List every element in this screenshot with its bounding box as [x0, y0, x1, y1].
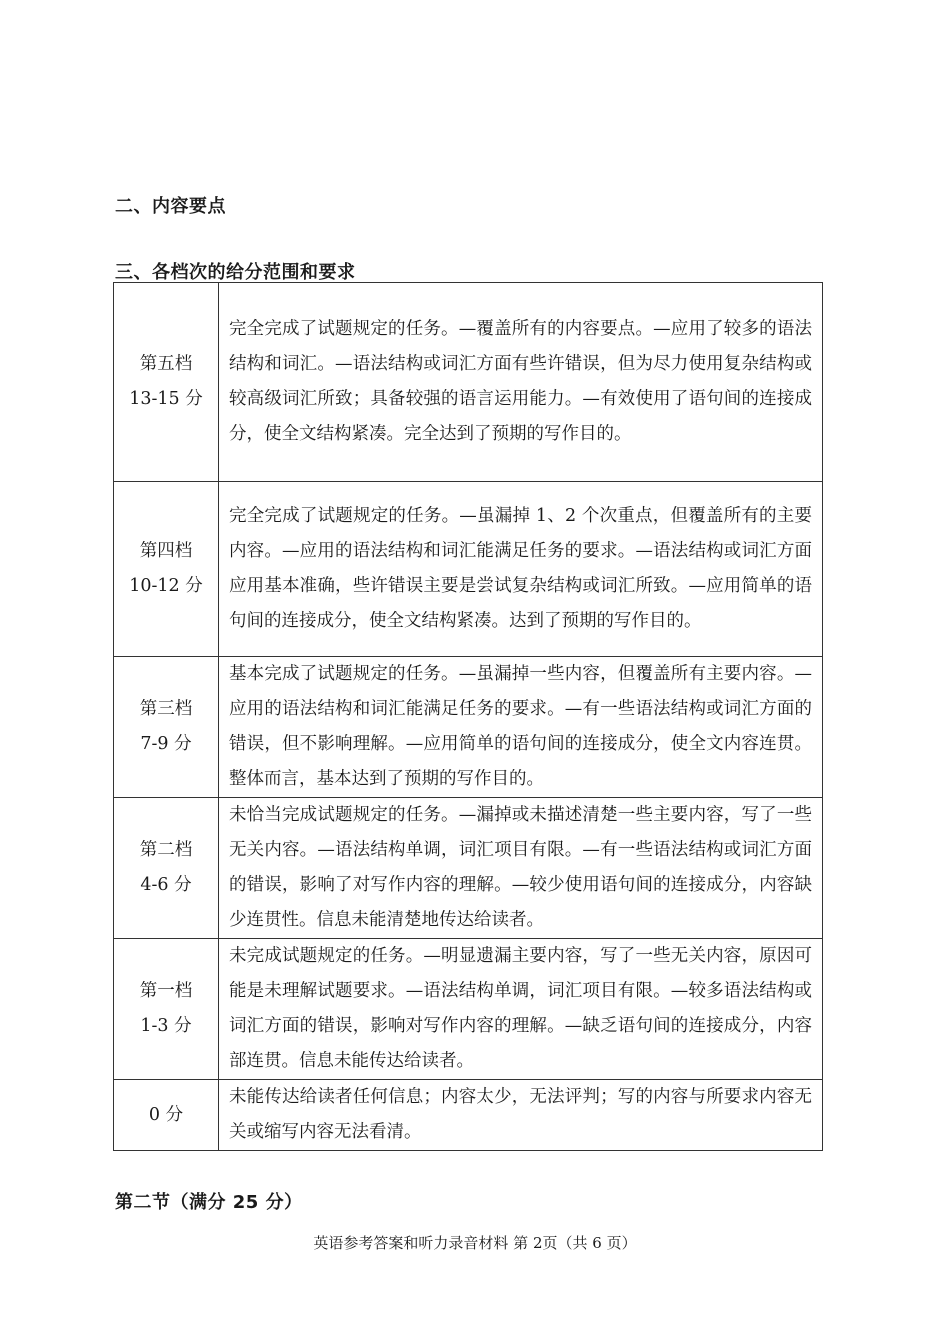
part-two-heading: 第二节（满分 25 分）	[115, 1192, 303, 1213]
level-name: 第二档	[139, 840, 193, 860]
description-cell: 未恰当完成试题规定的任务。—漏掉或未描述清楚一些主要内容，写了一些无关内容。—语法结构单调，词汇项目有限。—有一些语法结构或词汇方面的错误，影响了对写作内容的理解。—较少使用语句间的连接成分，内容缺少连贯性。信息未能清楚地传达给读者。	[219, 798, 823, 939]
level-name: 第四档	[139, 541, 193, 561]
table-row	[114, 657, 823, 798]
description-cell: 完全完成了试题规定的任务。—虽漏掉 1、2 个次重点，但覆盖所有的主要内容。—应用的语法结构和词汇能满足任务的要求。—语法结构或词汇方面应用基本准确，些许错误主要是尝试复杂结构或词汇所致。—应用简单的语句间的连接成分，使全文结构紧凑。达到了预期的写作目的。	[219, 482, 823, 657]
table-row	[114, 798, 823, 939]
description-cell: 基本完成了试题规定的任务。—虽漏掉一些内容，但覆盖所有主要内容。—应用的语法结构和词汇能满足任务的要求。—有一些语法结构或词汇方面的错误，但不影响理解。—应用简单的语句间的连接成分，使全文内容连贯。整体而言，基本达到了预期的写作目的。	[219, 657, 823, 798]
section-two-heading: 二、内容要点	[115, 196, 226, 217]
level-cell	[114, 798, 219, 939]
level-cell	[114, 482, 219, 657]
level-score: 13-15 分	[129, 389, 203, 409]
table-row	[114, 283, 823, 482]
description-cell: 完全完成了试题规定的任务。—覆盖所有的内容要点。—应用了较多的语法结构和词汇。—语法结构或词汇方面有些许错误，但为尽力使用复杂结构或较高级词汇所致；具备较强的语言运用能力。—有效使用了语句间的连接成分，使全文结构紧凑。完全达到了预期的写作目的。	[219, 283, 823, 482]
level-cell	[114, 657, 219, 798]
level-cell	[114, 939, 219, 1080]
table-row	[114, 939, 823, 1080]
description-cell: 未能传达给读者任何信息；内容太少，无法评判；写的内容与所要求内容无关或缩写内容无法看清。	[219, 1080, 823, 1151]
level-name: 第三档	[139, 699, 193, 719]
table-row	[114, 1080, 823, 1151]
table-row	[114, 482, 823, 657]
level-score: 4-6 分	[140, 875, 192, 895]
level-score: 10-12 分	[129, 576, 203, 596]
level-score: 7-9 分	[140, 734, 192, 754]
level-cell	[114, 1080, 219, 1151]
level-name: 第五档	[139, 354, 193, 374]
description-cell: 未完成试题规定的任务。—明显遗漏主要内容，写了一些无关内容，原因可能是未理解试题要求。—语法结构单调，词汇项目有限。—较多语法结构或词汇方面的错误，影响对写作内容的理解。—缺乏语句间的连接成分，内容部连贯。信息未能传达给读者。	[219, 939, 823, 1080]
page-footer: 英语参考答案和听力录音材料 第 2页（共 6 页）	[313, 1234, 637, 1252]
level-cell	[114, 283, 219, 482]
level-score: 1-3 分	[140, 1016, 192, 1036]
level-name: 第一档	[139, 981, 193, 1001]
section-three-heading: 三、各档次的给分范围和要求	[115, 262, 356, 283]
grading-table	[113, 282, 823, 1151]
level-score: 0 分	[148, 1104, 184, 1125]
